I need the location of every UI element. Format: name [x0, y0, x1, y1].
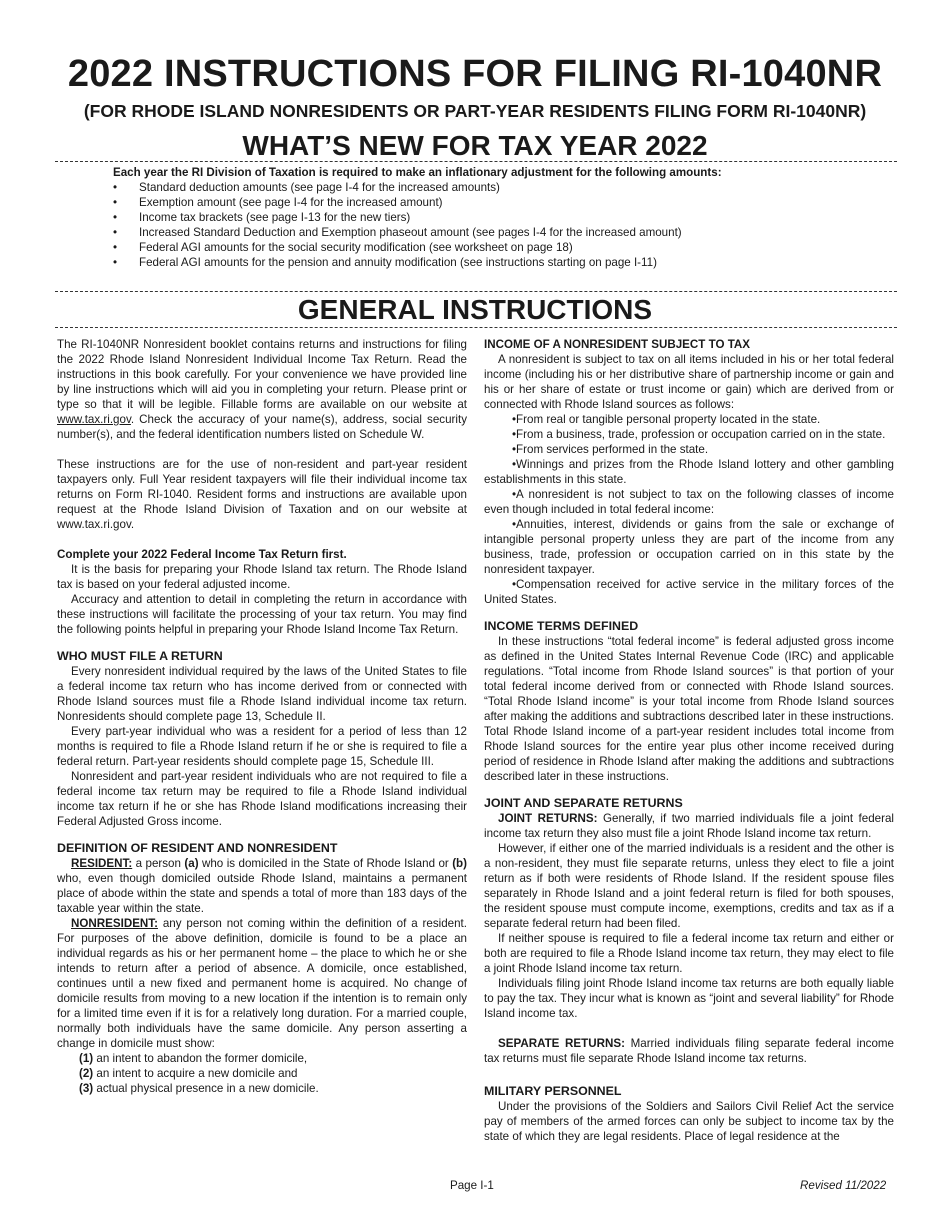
section-heading: JOINT AND SEPARATE RETURNS	[484, 796, 683, 810]
bullet: •	[113, 241, 118, 254]
list-item: •Compensation received for active service in the military forces of the United States.	[484, 578, 894, 606]
list-item: • Federal AGI amounts for the pension and annuity modification (see instructions starting on page I-11)	[113, 256, 657, 269]
joint-returns-paragraph: JOINT RETURNS: Generally, if two married individuals file a joint federal income tax return they also must file a joint Rhode Island income tax return.	[484, 812, 894, 840]
resident-definition: RESIDENT: a person (a) who is domiciled in the State of Rhode Island or (b) who, even though domiciled outside Rhode Island, maintains a permanent place of abode within the state and spends a total of more than 183 days of the taxable year within the state.	[57, 857, 467, 915]
paragraph: In these instructions “total federal income” is federal adjusted gross income as defined in the United States Internal Revenue Code (IRC) and applicable regulations. “Total income from Rhode Island sources” is that portion of your total federal income derived from or connected with Rhode Island sources. “Total Rhode Island income” is your total income from Rhode Island sources after making the additions and subtractions described later in these instructions. Total Rhode Island income of a part-year resident includes total income from Rhode Island sources for the entire year plus other income received during period of residence in Rhode Island after making the additions and subtractions described later in these instructions.	[484, 635, 894, 783]
page-number: Page I-1	[450, 1179, 494, 1192]
intro-paragraph: The RI-1040NR Nonresident booklet contains returns and instructions for filing the 2022 Rhode Island Nonresident Individual Income Tax Return. Read the instructions in this book carefully. For your convenience we have provided line by line instructions which will aid you in completing your return. Please print or type so that it will be legible. Fillable forms are available on our website at www.tax.ri.gov. Check the accuracy of your name(s), address, social security number(s), and the federal identification numbers listed on Schedule W.	[57, 338, 467, 441]
section-heading: INCOME TERMS DEFINED	[484, 619, 639, 633]
whats-new-title: WHAT’S NEW FOR TAX YEAR 2022	[242, 130, 708, 161]
separate-returns-paragraph: SEPARATE RETURNS: Married individuals filing separate federal income tax returns must file separate Rhode Island income tax returns.	[484, 1037, 894, 1065]
paragraph: Every part-year individual who was a resident for a period of less than 12 months is required to file a Rhode Island return if he or she is required to file a federal return. Part-year residents should complete page 15, Schedule III.	[57, 725, 467, 768]
divider	[55, 161, 897, 162]
left-column	[57, 337, 467, 1096]
scope-paragraph: These instructions are for the use of non-resident and part-year resident taxpayers only. Full Year resident taxpayers will file their individual income tax returns on Form RI-1040. Resident forms and instructions are available upon request at the Rhode Island Division of Taxation and on our website at www.tax.ri.gov.	[57, 458, 467, 531]
list-item: •From services performed in the state.	[512, 443, 709, 456]
paragraph: A nonresident is subject to tax on all items included in his or her total federal income (including his or her distributive share of partnership income or gain and his or her share of estate or trust income or gain) which are derived from or connected with Rhode Island sources as follows:	[484, 353, 894, 411]
whats-new-intro: Each year the RI Division of Taxation is required to make an inflationary adjustment for the following amounts:	[113, 166, 722, 179]
paragraph: Under the provisions of the Soldiers and Sailors Civil Relief Act the service pay of members of the armed forces can only be subject to income tax by the state of which they are legal residents. Place of legal residence at the	[484, 1100, 894, 1143]
bullet: •	[113, 211, 118, 224]
page-subtitle: (FOR RHODE ISLAND NONRESIDENTS OR PART-YEAR RESIDENTS FILING FORM RI-1040NR)	[83, 101, 867, 121]
page-title: 2022 INSTRUCTIONS FOR FILING RI-1040NR	[67, 53, 883, 95]
right-column	[484, 337, 894, 1144]
divider	[55, 327, 897, 328]
bullet: •	[113, 256, 118, 269]
paragraph: If neither spouse is required to file a federal income tax return and either or both are required to file a Rhode Island income tax return, they may elect to file a joint Rhode Island income tax return.	[484, 932, 894, 975]
bullet: •	[113, 196, 118, 209]
list-item: •From a business, trade, profession or occupation carried on in the state.	[512, 428, 886, 441]
list-item: • Exemption amount (see page I-4 for the increased amount)	[113, 196, 443, 209]
list-item: • Increased Standard Deduction and Exemption phaseout amount (see pages I-4 for the increased amount)	[113, 226, 682, 239]
list-item: • Standard deduction amounts (see page I-4 for the increased amounts)	[113, 181, 500, 194]
nonresident-definition: NONRESIDENT: any person not coming within the definition of a resident. For purposes of the above definition, domicile is found to be a place an individual regards as his or her permanent home – the place to which he or she intends to return after a period of absence. A domicile, once established, continues until a new fixed and permanent home is acquired. No change of domicile results from moving to a new location if the intention is to remain only for a limited time even if it is for a relatively long duration. For a married couple, normally both individuals have the same domicile. Any person asserting a change in domicile must show:	[57, 917, 467, 1050]
list-item: (2) an intent to acquire a new domicile and	[79, 1067, 298, 1080]
section-heading: DEFINITION OF RESIDENT AND NONRESIDENT	[57, 841, 338, 855]
bullet: •	[113, 226, 118, 239]
bullet: •	[113, 181, 118, 194]
paragraph: Accuracy and attention to detail in completing the return in accordance with these instructions will facilitate the processing of your tax return. You may find the following points helpful in preparing your Rhode Island Income Tax Return.	[57, 593, 467, 636]
whats-new-list	[113, 180, 893, 270]
complete-heading: Complete your 2022 Federal Income Tax Return first.	[57, 548, 347, 561]
list-item: • Federal AGI amounts for the social security modification (see worksheet on page 18)	[113, 241, 573, 254]
whats-new-section	[113, 165, 893, 270]
list-item: •Winnings and prizes from the Rhode Island lottery and other gambling establishments in this state.	[484, 458, 894, 486]
website-link[interactable]: www.tax.ri.gov	[57, 413, 131, 426]
section-heading: INCOME OF A NONRESIDENT SUBJECT TO TAX	[484, 338, 751, 351]
section-heading: MILITARY PERSONNEL	[484, 1084, 622, 1098]
list-item: •A nonresident is not subject to tax on the following classes of income even though included in total federal income:	[484, 488, 894, 516]
paragraph: It is the basis for preparing your Rhode Island tax return. The Rhode Island tax is based on your federal adjusted income.	[57, 563, 467, 591]
section-heading: WHO MUST FILE A RETURN	[57, 649, 223, 663]
paragraph: Individuals filing joint Rhode Island income tax returns are both equally liable to pay the tax. They incur what is known as “joint and several liability” for Rhode Island income tax.	[484, 977, 894, 1020]
list-item: (1) an intent to abandon the former domicile,	[79, 1052, 308, 1065]
paragraph: Every nonresident individual required by the laws of the United States to file a federal income tax return who has income derived from or connected with Rhode Island sources must file a Rhode Island individual income tax return. Nonresidents should complete page 13, Schedule II.	[57, 665, 467, 723]
general-instructions-title: GENERAL INSTRUCTIONS	[297, 294, 653, 325]
list-item: (3) actual physical presence in a new domicile.	[79, 1082, 319, 1095]
paragraph: Nonresident and part-year resident individuals who are not required to file a federal income tax return may be required to file a Rhode Island individual income tax return if he or she has Rhode Island modifications increasing their Federal Adjusted Gross income.	[57, 770, 467, 828]
revision-date: Revised 11/2022	[800, 1179, 887, 1192]
list-item: • Income tax brackets (see page I-13 for the new tiers)	[113, 211, 411, 224]
list-item: •From real or tangible personal property located in the state.	[512, 413, 821, 426]
list-item: •Annuities, interest, dividends or gains from the sale or exchange of intangible personal property unless they are part of the income from any business, trade, profession or occupation carried on in this state by the nonresident taxpayer.	[484, 518, 894, 576]
paragraph: However, if either one of the married individuals is a resident and the other is a non-resident, they must file separate returns, unless they elect to file a joint return as if both were residents of Rhode Island. If the resident spouse files separately in Rhode Island and a joint federal return is filed for both spouses, the resident spouse must compute income, exemptions, credits and tax as if a separate federal return had been filed.	[484, 842, 894, 930]
